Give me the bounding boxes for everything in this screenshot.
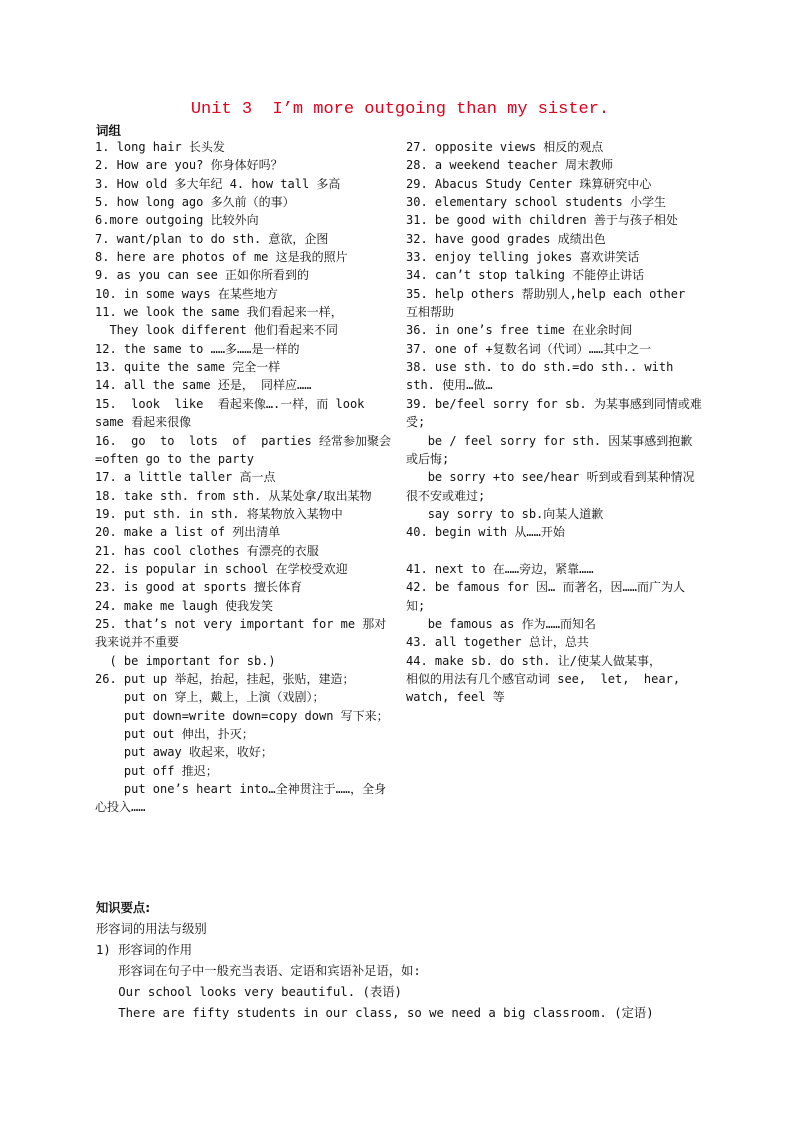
phrase-line: 3. How old 多大年纪 4. how tall 多高: [95, 176, 341, 191]
phrase-line: [406, 542, 704, 560]
phrase-line: 12. the same to ……多……是一样的: [95, 341, 300, 356]
notes-line: 形容词的用法与级别: [96, 922, 207, 936]
phrase-line: 16. go to lots of parties 经常参加聚会 =often go to the party: [95, 433, 399, 466]
phrase-list-left: [95, 138, 399, 817]
phrase-line: 17. a little taller 高一点: [95, 470, 276, 485]
knowledge-points: [96, 898, 716, 1024]
phrase-line: 27. opposite views 相反的观点: [406, 140, 604, 154]
phrase-line: 2. How are you? 你身体好吗？: [95, 158, 283, 173]
phrase-line: 11. we look the same 我们看起来一样，: [95, 305, 343, 320]
phrase-list-right: [406, 138, 704, 707]
phrase-line: 31. be good with children 善于与孩子相处: [406, 213, 678, 228]
phrase-line: 33. enjoy telling jokes 喜欢讲笑话: [406, 250, 640, 265]
phrase-line: 5. how long ago 多久前（的事）: [95, 195, 295, 210]
phrase-line: 20. make a list of 列出清单: [95, 525, 281, 540]
phrase-line: 相似的用法有几个感官动词 see, let, hear, watch, feel 等: [406, 671, 688, 705]
phrase-line: They look different 他们看起来不同: [95, 323, 338, 338]
phrase-line: 19. put sth. in sth. 将某物放入某物中: [95, 506, 343, 521]
notes-line: Our school looks very beautiful. (表语): [96, 985, 402, 999]
phrase-line: 41. next to 在……旁边，紧靠……: [406, 561, 594, 576]
phrase-line: say sorry to sb.向某人道歉: [406, 506, 604, 521]
phrase-line: 43. all together 总计，总共: [406, 635, 589, 650]
phrase-line: 30. elementary school students 小学生: [406, 195, 666, 210]
phrase-line: 34. can’t stop talking 不能停止讲话: [406, 268, 645, 283]
phrase-line: 21. has cool clothes 有漂亮的衣服: [95, 543, 319, 558]
phrase-line: be / feel sorry for sth. 因某事感到抱歉或后悔;: [406, 433, 693, 466]
phrase-line: 7. want/plan to do sth. 意欲，企图: [95, 231, 329, 246]
phrase-line: 38. use sth. to do sth.=do sth.. with sth. 使用…做…: [406, 360, 681, 393]
vocab-heading: 词组: [96, 123, 122, 138]
notes-line: There are fifty students in our class, so we need a big classroom. (定语): [96, 1006, 654, 1020]
phrase-line: put one’s heart into…全神贯注于……，全身心投入……: [95, 782, 387, 815]
phrase-line: be famous as 作为……而知名: [406, 616, 597, 631]
phrase-line: put off 推迟；: [95, 763, 218, 778]
phrase-line: 26. put up 举起，抬起，挂起，张贴，建造；: [95, 671, 355, 686]
phrase-line: ( be important for sb.): [95, 653, 276, 668]
phrase-line: 32. have good grades 成绩出色: [406, 231, 606, 246]
phrase-line: 23. is good at sports 擅长体育: [95, 580, 302, 595]
phrase-line: 28. a weekend teacher 周末教师: [406, 158, 613, 173]
phrase-line: 29. Abacus Study Center 珠算研究中心: [406, 176, 652, 191]
phrase-line: 44. make sb. do sth. 让/使某人做某事，: [406, 653, 661, 668]
phrase-line: 42. be famous for 因… 而著名，因……而广为人知;: [406, 580, 685, 613]
phrase-line: 25. that’s not very important for me 那对我来说并不重要: [95, 616, 387, 650]
phrase-line: 35. help others 帮助别人,help each other 互相帮助: [406, 286, 693, 320]
phrase-line: put away 收起来，收好；: [95, 745, 273, 760]
phrase-line: 8. here are photos of me 这是我的照片: [95, 250, 348, 265]
phrase-line: 6.more outgoing 比较外向: [95, 213, 259, 228]
phrase-line: 36. in one’s free time 在业余时间: [406, 323, 633, 338]
phrase-line: 18. take sth. from sth. 从某处拿/取出某物: [95, 488, 372, 503]
phrase-line: 37. one of +复数名词（代词）……其中之一: [406, 341, 652, 356]
phrase-line: put out 伸出，扑灭；: [95, 727, 254, 741]
phrase-line: 40. begin with 从……开始: [406, 525, 565, 540]
notes-line: 1) 形容词的作用: [96, 943, 192, 957]
phrase-line: 1. long hair 长头发: [95, 140, 225, 154]
phrase-line: 39. be/feel sorry for sb. 为某事感到同情或难受;: [406, 396, 702, 430]
phrase-line: 9. as you can see 正如你所看到的: [95, 268, 310, 283]
page-title: Unit 3 I’m more outgoing than my sister.: [190, 100, 610, 119]
notes-heading: 知识要点:: [96, 901, 151, 915]
phrase-line: put down=write down=copy down 写下来；: [95, 708, 389, 723]
notes-line: 形容词在句子中一般充当表语、定语和宾语补足语，如:: [96, 964, 421, 978]
phrase-line: put on 穿上，戴上，上演（戏剧）；: [95, 690, 325, 705]
phrase-line: 14. all the same 还是， 同样应……: [95, 378, 312, 393]
phrase-line: be sorry +to see/hear 听到或看到某种情况很不安或难过;: [406, 470, 695, 503]
phrase-line: 15. look like 看起来像….一样，而 look same 看起来很像: [95, 396, 372, 430]
phrase-line: 13. quite the same 完全一样: [95, 360, 281, 375]
phrase-line: 22. is popular in school 在学校受欢迎: [95, 561, 348, 576]
phrase-line: 10. in some ways 在某些地方: [95, 286, 278, 301]
phrase-line: 24. make me laugh 使我发笑: [95, 598, 274, 613]
